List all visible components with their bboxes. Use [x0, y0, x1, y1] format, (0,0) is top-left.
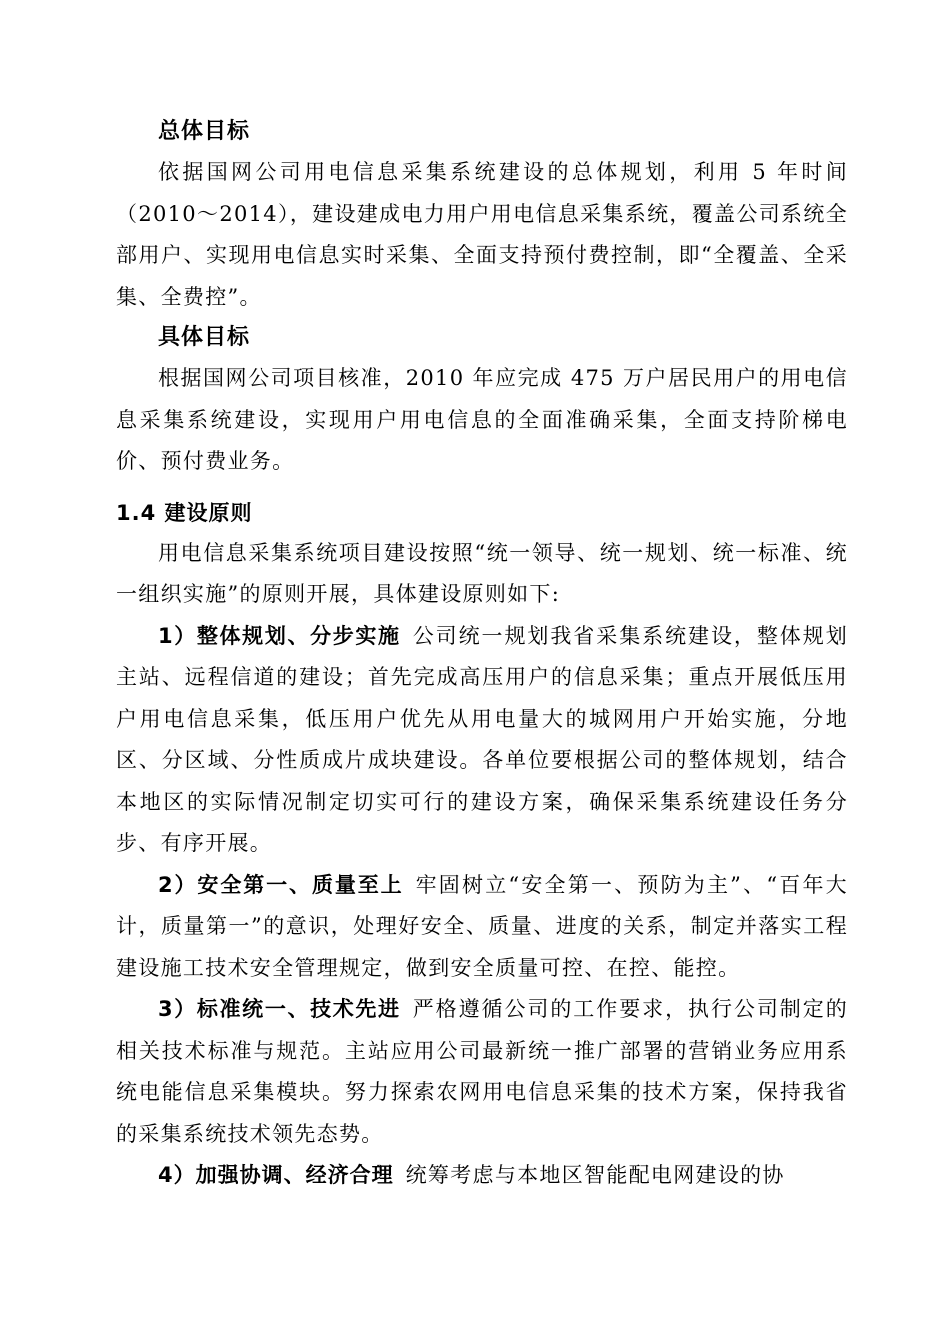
overall-goal-paragraph: 依据国网公司用电信息采集系统建设的总体规划，利用 5 年时间（2010～2014），建设建成电力用户用电信息采集系统，覆盖公司系统全部用户、实现用电信息实时采集、全面支持预付费控制，即“全覆盖、全采集、全费控”。: [116, 160, 848, 309]
section-title: 1.4 建设原则: [116, 500, 253, 525]
principle-item: [116, 1155, 848, 1197]
principle-text: 统筹考虑与本地区智能配电网建设的协: [405, 1163, 785, 1187]
spacer: [116, 483, 848, 487]
specific-goal-paragraph: 根据国网公司项目核准，2010 年应完成 475 万户居民用户的用电信息采集系统建设，实现用户用电信息的全面准确采集，全面支持阶梯电价、预付费业务。: [116, 366, 848, 473]
principle-lead: 1）整体规划、分步实施: [158, 623, 401, 648]
principle-item: [116, 865, 848, 990]
principle-text: 公司统一规划我省采集系统建设，整体规划主站、远程信道的建设；首先完成高压用户的信息采集；重点开展低压用户用电信息采集，低压用户优先从用电量大的城网用户开始实施，分地区、分区域、分性质成片成块建设。各单位要根据公司的整体规划，结合本地区的实际情况制定切实可行的建设方案，确保采集系统建设任务分步、有序开展。: [116, 623, 848, 855]
principle-lead: 2）安全第一、质量至上: [158, 872, 404, 897]
principle-text: 严格遵循公司的工作要求，执行公司制定的相关技术标准与规范。主站应用公司最新统一推广部署的营销业务应用系统电能信息采集模块。努力探索农网用电信息采集的技术方案，保持我省的采集系统技术领先态势。: [116, 997, 848, 1146]
principle-lead: 3）标准统一、技术先进: [158, 997, 401, 1021]
document-page: [116, 112, 848, 1197]
principle-text: 牢固树立“安全第一、预防为主”、“百年大计，质量第一”的意识，处理好安全、质量、进度的关系，制定并落实工程建设施工技术安全管理规定，做到安全质量可控、在控、能控。: [116, 872, 848, 980]
principle-item: [116, 616, 848, 865]
principle-item: [116, 989, 848, 1155]
specific-goal-heading: 具体目标: [158, 325, 251, 350]
section-intro-paragraph: 用电信息采集系统项目建设按照“统一领导、统一规划、统一标准、统一组织实施”的原则开展，具体建设原则如下:: [116, 540, 848, 606]
principle-lead: 4）加强协调、经济合理: [158, 1163, 394, 1187]
overall-goal-heading: 总体目标: [158, 119, 251, 144]
